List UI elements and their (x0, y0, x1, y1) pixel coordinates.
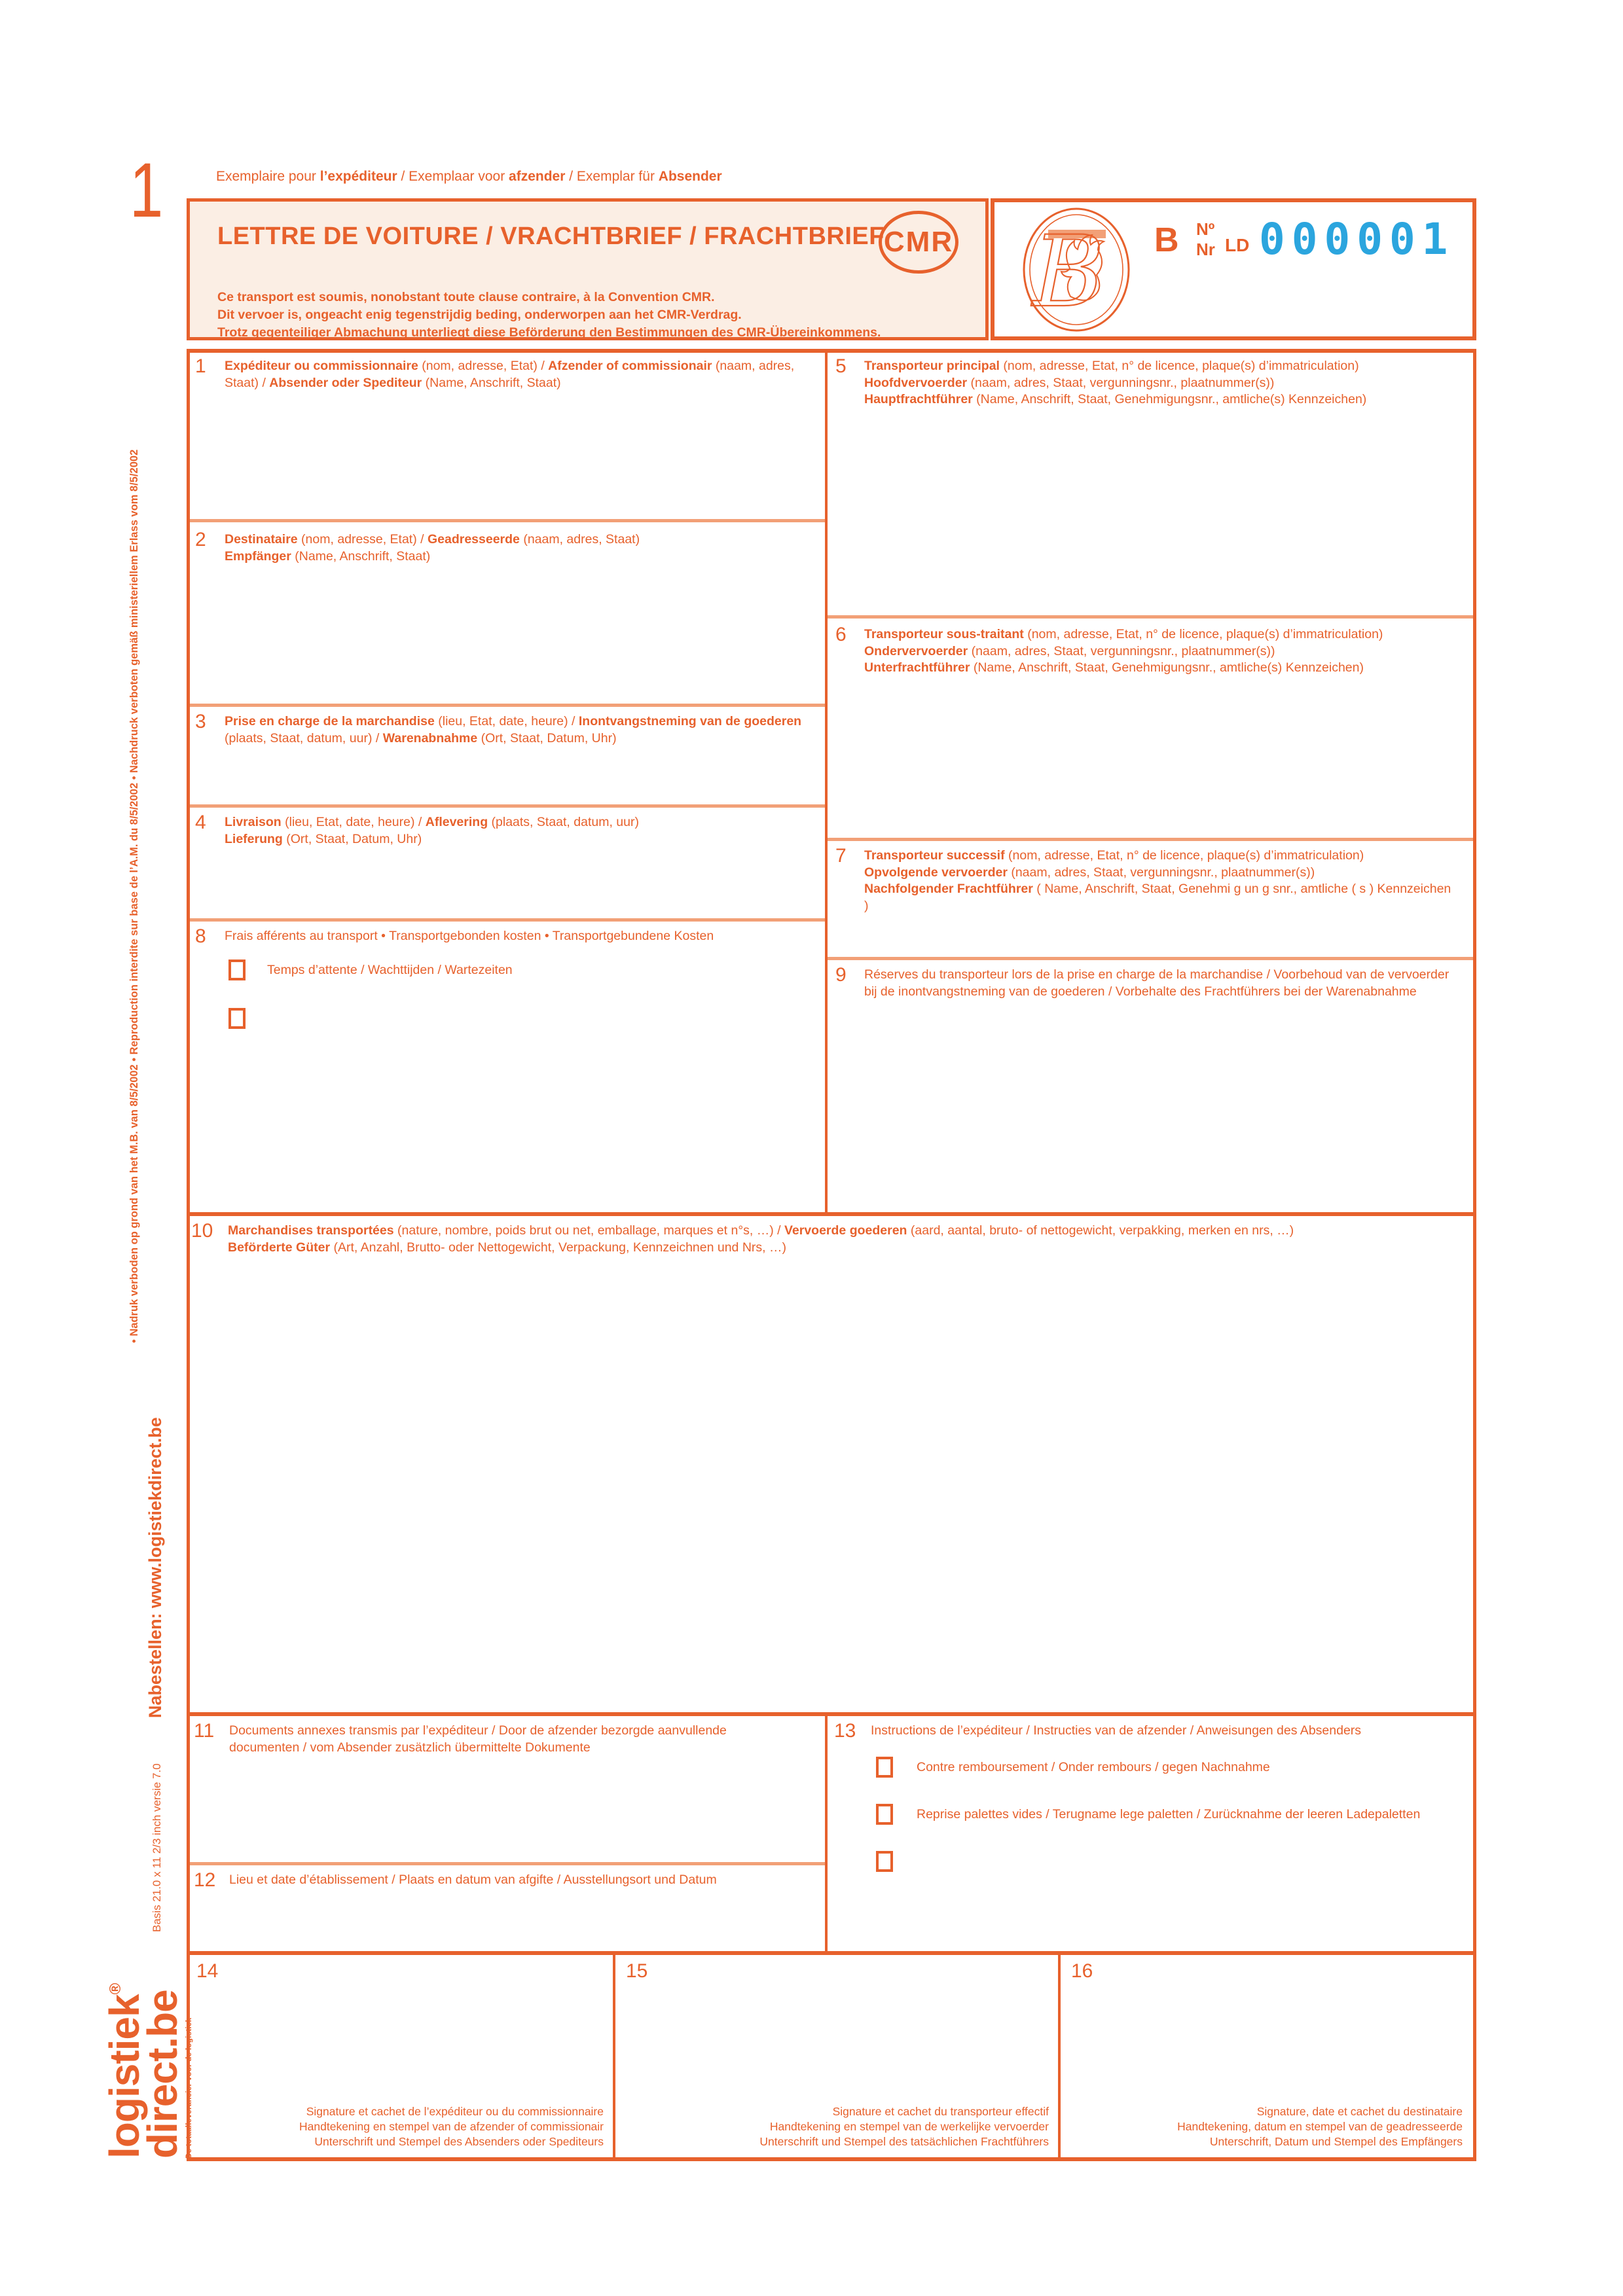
field-4-delivery[interactable] (189, 808, 825, 918)
serial-country-code: B (1154, 221, 1179, 259)
field-3-taking-over-goods[interactable] (189, 707, 825, 804)
serial-number-box (991, 198, 1476, 340)
signature-caption: Signature et cachet de l’expéditeur ou du commissionnaire Handtekening en stempel van de afzender of commissionair Unterschrift und Stempel des Absenders oder Spediteurs (299, 2105, 604, 2148)
field-number: 8 (195, 925, 206, 947)
convention-line-nl: Dit vervoer is, ongeacht enig tegenstrijdig beding, onderworpen aan het CMR-Verdrag. (217, 308, 742, 322)
field-9-carrier-reservations[interactable] (828, 960, 1473, 1212)
serial-nr-label: Nr (1196, 240, 1215, 259)
checkbox-other-instruction[interactable] (876, 1851, 893, 1872)
field-6-sub-carrier[interactable] (828, 619, 1473, 838)
logo-tagline: De totaalleverancier voor de logistiek (185, 2017, 193, 2159)
field-5-main-carrier[interactable] (828, 353, 1473, 615)
field-number: 3 (195, 711, 206, 732)
field-label: Réserves du transporteur lors de la prise en charge de la marchandise / Voorbehoud van de vervoerder bij de inontvangstneming van de goederen / Vorbehalte des Frachtführers bei der Warenabnahme (864, 967, 1450, 999)
field-number: 6 (835, 624, 847, 645)
field-number: 10 (191, 1220, 213, 1242)
field-label: Marchandises transportées (nature, nombre, poids brut ou net, emballage, marques et n°s, …) / Vervoerde goederen (aard, aantal, bruto- of nettogewicht, verpakking, merken en nrs, …) Beförderte Güter (Art, Anzahl, Brutto- oder Nettogewicht, Verpackung, Kennzeichnen und Nrs, …) (228, 1223, 1294, 1255)
serial-number: 000001 (1259, 214, 1455, 264)
field-number: 16 (1071, 1960, 1093, 1982)
field-label: Destinataire (nom, adresse, Etat) / Geadresseerde (naam, adres, Staat) Empfänger (Name, Anschrift, Staat) (225, 532, 640, 564)
field-13-sender-instructions[interactable] (828, 1716, 1473, 1951)
field-number: 12 (194, 1869, 216, 1891)
field-number: 7 (835, 845, 847, 867)
field-10-goods-carried[interactable] (189, 1216, 1473, 1712)
field-number: 11 (194, 1720, 215, 1742)
signature-caption: Signature, date et cachet du destinataire Handtekening, datum en stempel van de geadresseerde Unterschrift, Datum und Stempel des Empfängers (1177, 2105, 1463, 2148)
cmr-logo-text: CMR (883, 226, 954, 258)
serial-series: LD (1225, 235, 1250, 255)
field-label: Instructions de l’expéditeur / Instructies van de afzender / Anweisungen des Absenders (871, 1723, 1362, 1738)
field-12-place-date-established[interactable] (189, 1865, 825, 1951)
field-number: 1 (195, 355, 206, 377)
copy-designation: Exemplaire pour l’expéditeur / Exemplaar voor afzender / Exemplar für Absender (216, 169, 722, 184)
grid-line (187, 2157, 1476, 2161)
reorder-url: Nabestellen: www.logistiekdirect.be (145, 1417, 165, 1718)
convention-line-de: Trotz gegenteiliger Abmachung unterliegt diese Beförderung den Bestimmungen des CMR-Übereinkommens. (217, 325, 881, 340)
cmr-logo (879, 211, 958, 274)
logo-word-1: logistiek® (101, 1983, 148, 2159)
convention-clause (217, 289, 881, 342)
field-7-successive-carrier[interactable] (828, 841, 1473, 957)
registered-mark: ® (107, 1983, 124, 1995)
checkbox-label: Temps d’attente / Wachttijden / Wartezeiten (267, 963, 513, 977)
svg-text:B: B (1032, 215, 1105, 329)
grid-line (1473, 349, 1476, 2161)
field-label: Lieu et date d’établissement / Plaats en datum van afgifte / Ausstellungsort und Datum (229, 1873, 717, 1887)
convention-line-fr: Ce transport est soumis, nonobstant toute clause contraire, à la Convention CMR. (217, 290, 715, 304)
field-number: 2 (195, 529, 206, 550)
serial-no-label: Nº (1196, 219, 1215, 239)
checkbox-other-charges[interactable] (228, 1008, 246, 1029)
field-number: 15 (626, 1960, 648, 1982)
field-label: Transporteur sous-traitant (nom, adresse, Etat, n° de licence, plaque(s) d’immatriculation) Ondervervoerder (naam, adres, Staat, vergunningsnr., plaatnummer(s)) Unterfrachtführer (Name, Anschrift, Staat, Genehmigungsnr., amtliche(s) Kennzeichen) (864, 627, 1383, 675)
field-1-sender[interactable] (189, 353, 825, 519)
reproduction-notice: • Nadruk verboden op grond van het M.B. van 8/5/2002 • Reproduction interdite sur base de l’A.M. du 8/5/2002 • Nachdruck verboten gemäß ministeriellem Erlass vom 8/5/2002 (128, 449, 140, 1343)
copy-number: 1 (130, 147, 164, 234)
field-15-carrier-signature[interactable] (615, 1955, 1058, 2157)
field-label: Expéditeur ou commissionnaire (nom, adresse, Etat) / Afzender of commissionair (naam, adres, Staat) / Absender oder Spediteur (Name, Anschrift, Staat) (225, 359, 795, 390)
checkbox-label: Contre remboursement / Onder rembours / gegen Nachnahme (917, 1760, 1270, 1774)
checkbox-waiting-time[interactable] (228, 960, 246, 980)
field-8-transport-charges[interactable] (189, 922, 825, 1212)
field-number: 9 (835, 964, 847, 986)
field-number: 4 (195, 812, 206, 833)
logo-word-2: direct.be (139, 1990, 186, 2159)
field-label: Prise en charge de la marchandise (lieu, Etat, date, heure) / Inontvangstneming van de goederen (plaats, Staat, datum, uur) / Warenabnahme (Ort, Staat, Datum, Uhr) (225, 714, 802, 745)
serial-no-nr-labels (1196, 219, 1215, 260)
field-16-consignee-signature[interactable] (1061, 1955, 1473, 2157)
belgian-lion-emblem (1008, 206, 1145, 334)
signature-caption: Signature et cachet du transporteur effectif Handtekening en stempel van de werkelijke vervoerder Unterschrift und Stempel des tatsächlichen Frachtführers (759, 2105, 1049, 2148)
form-header (187, 198, 989, 340)
field-label: Transporteur principal (nom, adresse, Etat, n° de licence, plaque(s) d’immatriculation) Hoofdvervoerder (naam, adres, Staat, vergunningsnr., plaatnummer(s)) Hauptfrachtführer (Name, Anschrift, Staat, Genehmigungsnr., amtliche(s) Kennzeichen) (864, 359, 1367, 406)
paper-basis-note: Basis 21.0 x 11 2/3 inch versie 7.0 (151, 1763, 163, 1932)
field-14-sender-signature[interactable] (189, 1955, 613, 2157)
field-label: Transporteur successif (nom, adresse, Etat, n° de licence, plaque(s) d’immatriculation) Opvolgende vervoerder (naam, adres, Staat, vergunningsnr., plaatnummer(s)) Nachfolgender Frachtführer ( Name, Anschrift, Staat, Genehmi g un g snr., amtliche ( s ) Kennzeichen ) (864, 848, 1451, 913)
logistiekdirect-logo (97, 1985, 193, 2159)
field-11-annexed-documents[interactable] (189, 1716, 825, 1862)
field-number: 13 (834, 1720, 856, 1742)
form-title: LETTRE DE VOITURE / VRACHTBRIEF / FRACHTBRIEF (217, 223, 884, 250)
field-label: Documents annexes transmis par l’expéditeur / Door de afzender bezorgde aanvullende documenten / vom Absender zusätzlich übermittelte Dokumente (229, 1723, 727, 1755)
field-number: 14 (196, 1960, 219, 1982)
checkbox-empty-pallets-return[interactable] (876, 1804, 893, 1825)
field-label: Livraison (lieu, Etat, date, heure) / Aflevering (plaats, Staat, datum, uur) Lieferung (Ort, Staat, Datum, Uhr) (225, 815, 639, 846)
checkbox-label: Reprise palettes vides / Terugname lege paletten / Zurücknahme der leeren Ladepaletten (917, 1807, 1421, 1821)
field-label: Frais afférents au transport • Transportgebonden kosten • Transportgebundene Kosten (225, 929, 714, 943)
checkbox-cash-on-delivery[interactable] (876, 1757, 893, 1778)
field-2-consignee[interactable] (189, 522, 825, 704)
field-number: 5 (835, 355, 847, 377)
